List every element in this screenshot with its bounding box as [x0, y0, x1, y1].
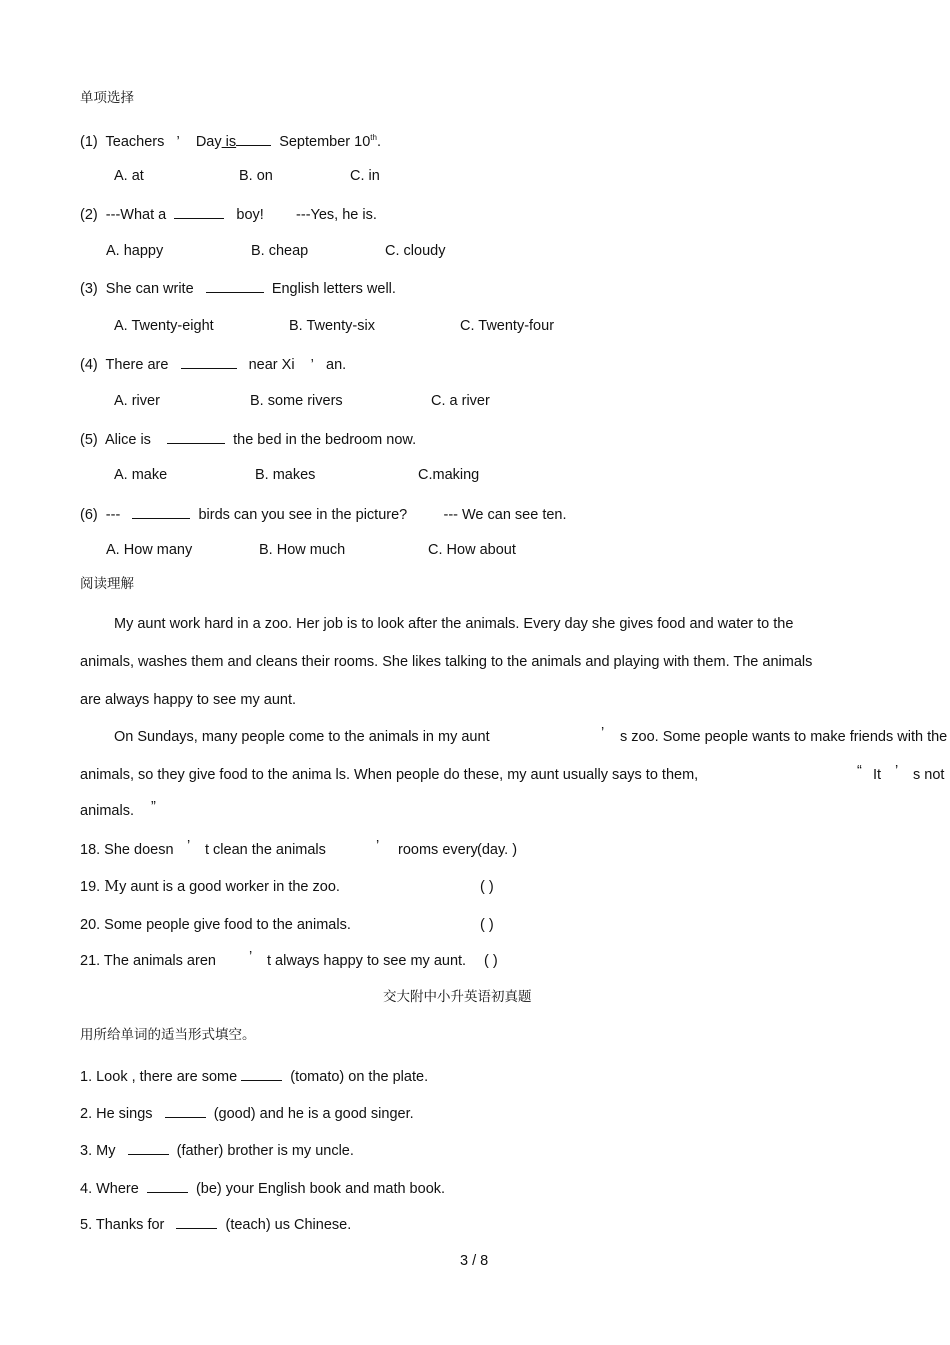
question-text: Teachers — [105, 133, 165, 150]
period: . — [376, 133, 381, 150]
passage-line: are always happy to see my aunt. — [80, 692, 297, 708]
option-c: C. How about — [428, 542, 516, 558]
question-text: y aunt is a good worker in the zoo. — [119, 879, 340, 895]
question-text: an. — [326, 357, 347, 373]
question-text: boy! — [236, 207, 264, 223]
answer-blank — [174, 204, 224, 219]
question-number: (2) — [80, 207, 98, 223]
question-6 — [80, 504, 567, 524]
option-b: B. cheap — [251, 243, 309, 259]
question-text: ---What a — [105, 207, 167, 223]
question-number: 19. — [80, 879, 101, 895]
underlined-word: is — [221, 133, 237, 150]
question-text: M — [104, 879, 120, 895]
fill-item-4 — [80, 1178, 445, 1198]
fill-item-3 — [80, 1140, 354, 1160]
option-a: A. happy — [106, 243, 164, 259]
option-a: A. make — [114, 467, 168, 483]
question-text: the bed in the bedroom now. — [233, 432, 417, 448]
answer-text: --- We can see ten. — [443, 507, 567, 523]
answer-blank — [165, 1103, 206, 1118]
question-text: There are — [105, 357, 169, 373]
passage-line: animals. — [80, 803, 134, 819]
section-heading-single-choice: 单项选择 — [80, 90, 134, 106]
question-text: 1. Look , there are some — [80, 1069, 238, 1085]
passage-line: animals, washes them and cleans their rooms. She likes talking to the animals and playing with them. The animals — [80, 654, 813, 670]
question-text: t always happy to see my aunt. — [267, 953, 467, 969]
passage-line: animals, so they give food to the anima ls. When people do these, my aunt usually says to them, — [80, 767, 699, 783]
question-number: (6) — [80, 507, 98, 523]
question-text: t clean the animals — [205, 842, 326, 858]
option-c: C. Twenty-four — [460, 318, 555, 334]
question-text: English letters well. — [271, 281, 396, 297]
answer-parentheses: ( ) — [480, 879, 494, 895]
question-number: (4) — [80, 357, 98, 373]
fill-item-1 — [80, 1066, 428, 1086]
option-b: B. How much — [259, 542, 346, 558]
answer-text: ---Yes, he is. — [296, 207, 377, 223]
tf-question-19 — [80, 878, 340, 896]
tf-question-18 — [80, 841, 174, 859]
option-b: B. makes — [255, 467, 316, 483]
apostrophe: ’ — [176, 133, 180, 150]
apostrophe: ’ — [601, 725, 605, 741]
option-a: A. at — [114, 168, 144, 184]
question-text: Day — [195, 133, 222, 150]
question-text: rooms every — [398, 842, 478, 858]
apostrophe: ’ — [895, 763, 899, 779]
question-text: 2. He sings — [80, 1106, 153, 1122]
quote-mark: “ — [857, 763, 862, 779]
question-4 — [80, 354, 346, 374]
tf-question-20: 20. Some people give food to the animals. — [80, 917, 351, 933]
question-number: (3) — [80, 281, 98, 297]
quote-mark: ” — [151, 799, 156, 815]
apostrophe: ’ — [249, 949, 253, 965]
answer-blank — [241, 1066, 282, 1081]
answer-blank — [236, 131, 271, 146]
fill-item-2 — [80, 1103, 414, 1123]
answer-parentheses: ( ) — [484, 953, 498, 969]
option-a: A. river — [114, 393, 160, 409]
option-c: C.making — [418, 467, 480, 483]
question-5 — [80, 429, 416, 449]
passage-word: s not — [913, 767, 945, 783]
question-text: near Xi — [248, 357, 295, 373]
fill-item-5 — [80, 1214, 351, 1234]
question-text: birds can you see in the picture? — [198, 507, 408, 523]
question-1 — [80, 129, 381, 151]
section-heading-reading: 阅读理解 — [80, 576, 134, 592]
passage-line: On Sundays, many people come to the animals in my aunt — [114, 729, 490, 745]
question-text: (be) your English book and math book. — [195, 1181, 446, 1197]
tf-question-21: 21. The animals aren — [80, 953, 216, 969]
question-text: 18. She doesn — [80, 842, 174, 858]
question-text: September 10 — [279, 133, 371, 150]
answer-blank — [167, 429, 225, 444]
option-a: A. How many — [106, 542, 193, 558]
question-number: (1) — [80, 133, 98, 150]
option-c: C. a river — [431, 393, 490, 409]
question-3 — [80, 278, 396, 298]
passage-word: It — [873, 767, 882, 783]
exam-title: 交大附中小升英语初真题 — [383, 989, 532, 1005]
answer-blank — [128, 1140, 169, 1155]
answer-blank — [181, 354, 237, 369]
section-heading-fill-in: 用所给单词的适当形式填空。 — [80, 1027, 256, 1043]
question-text: Alice is — [105, 432, 151, 448]
answer-parentheses: ( ) — [480, 917, 494, 933]
passage-line: s zoo. Some people wants to make friends with the — [620, 729, 948, 745]
question-text: 4. Where — [80, 1181, 139, 1197]
passage-line: My aunt work hard in a zoo. Her job is to look after the animals. Every day she gives food and water to the — [114, 616, 794, 632]
question-text: (day. ) — [477, 842, 518, 858]
question-text: (good) and he is a good singer. — [213, 1106, 414, 1122]
option-a: A. Twenty-eight — [114, 318, 214, 334]
question-text: --- — [105, 507, 121, 523]
question-text: 3. My — [80, 1143, 116, 1159]
page-number: 3 / 8 — [460, 1253, 489, 1269]
answer-blank — [147, 1178, 188, 1193]
answer-blank — [132, 504, 190, 519]
question-text: 5. Thanks for — [80, 1217, 165, 1233]
answer-blank — [206, 278, 264, 293]
question-2 — [80, 204, 377, 224]
question-text: (tomato) on the plate. — [290, 1069, 429, 1085]
apostrophe: ’ — [376, 838, 380, 854]
superscript: th — [370, 133, 377, 142]
option-b: B. on — [239, 168, 273, 184]
question-number: (5) — [80, 432, 98, 448]
question-text: She can write — [105, 281, 194, 297]
question-text: (father) brother is my uncle. — [176, 1143, 354, 1159]
option-c: C. cloudy — [385, 243, 446, 259]
answer-blank — [176, 1214, 217, 1229]
question-text: (teach) us Chinese. — [225, 1217, 352, 1233]
option-b: B. some rivers — [250, 393, 343, 409]
apostrophe: ’ — [187, 838, 191, 854]
apostrophe: ’ — [310, 357, 314, 373]
option-b: B. Twenty-six — [289, 318, 375, 334]
option-c: C. in — [350, 168, 380, 184]
